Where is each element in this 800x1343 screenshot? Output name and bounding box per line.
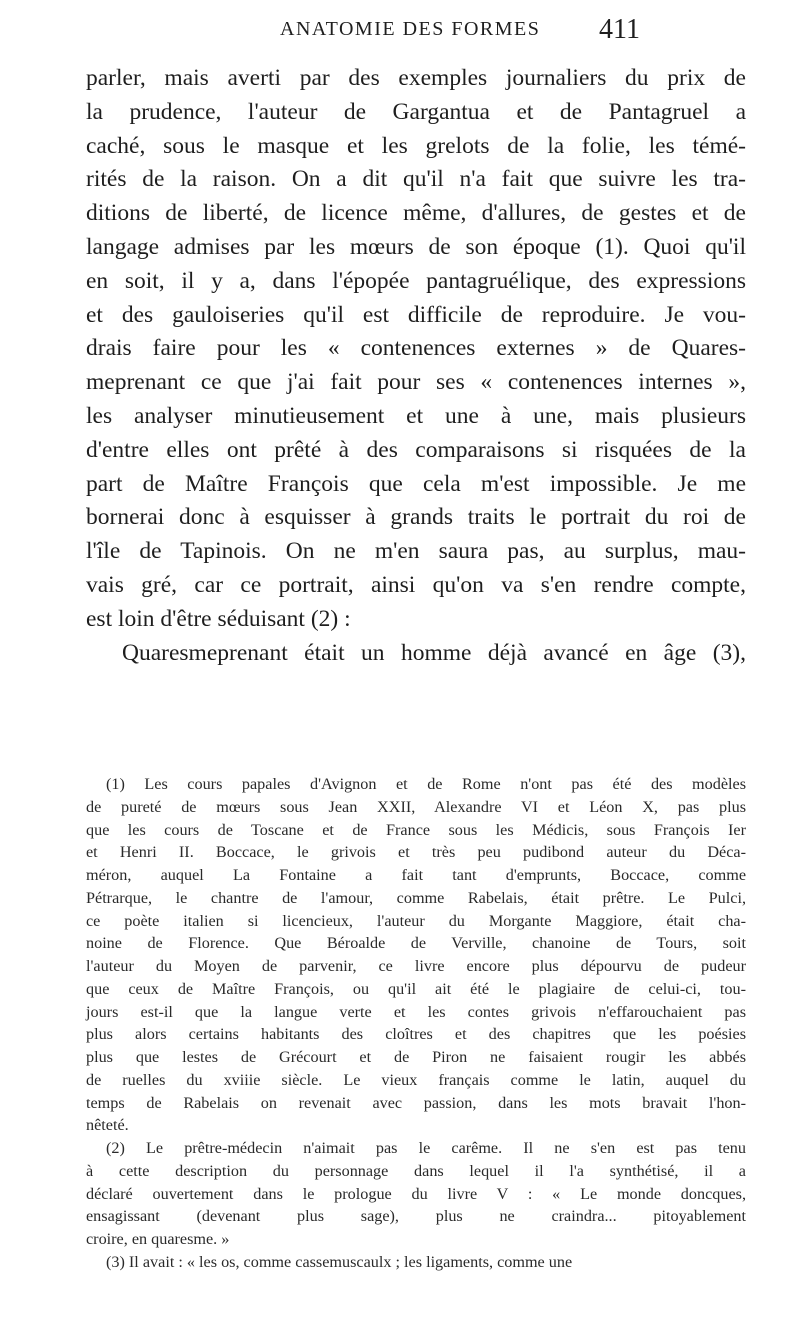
footnote-line: temps de Rabelais on revenait avec passion, dans les mots bravait l'hon-	[86, 1093, 746, 1112]
text-line: la prudence, l'auteur de Gargantua et de Pantagruel a	[86, 98, 746, 125]
footnote-line: jours est-il que la langue verte et les contes grivois n'effarouchaient pas	[86, 1002, 746, 1021]
footnote-line: de pureté de mœurs sous Jean XXII, Alexandre VI et Léon X, pas plus	[86, 797, 746, 816]
text-line: parler, mais averti par des exemples journaliers du prix de	[86, 65, 746, 91]
text-line: l'île de Tapinois. On ne m'en saura pas, au surplus, mau-	[86, 538, 746, 565]
text-line: langage admises par les mœurs de son époque (1). Quoi qu'il	[86, 233, 746, 260]
text-line: vais gré, car ce portrait, ainsi qu'on va s'en rendre compte,	[86, 571, 746, 598]
footnote-line: croire, en quaresme. »	[86, 1230, 230, 1248]
text-line: en soit, il y a, dans l'épopée pantagruélique, des expressions	[86, 267, 746, 294]
footnotes	[86, 773, 746, 1274]
text-line: d'entre elles ont prêté à des comparaisons si risquées de la	[86, 436, 746, 463]
text-line: ditions de liberté, de licence même, d'allures, de gestes et de	[86, 200, 746, 227]
footnote-line: ce poète italien si licencieux, l'auteur du Morgante Maggiore, était cha-	[86, 911, 746, 930]
footnote-line: Pétrarque, le chantre de l'amour, comme Rabelais, était prêtre. Le Pulci,	[86, 888, 746, 907]
footnote-line: ensagissant (devenant plus sage), plus ne craindra... pitoyablement	[86, 1207, 746, 1226]
text-line: les analyser minutieusement et une à une, mais plusieurs	[86, 402, 746, 429]
footnote-line: l'auteur du Moyen de parvenir, ce livre encore plus dépourvu de pudeur	[86, 957, 746, 975]
main-text	[86, 62, 746, 670]
page-number: 411	[599, 14, 640, 45]
footnote-line: nêteté.	[86, 1116, 129, 1135]
footnote-line: plus alors certains habitants des cloîtres et des chapitres que les poésies	[86, 1025, 746, 1044]
footnote-line: et Henri II. Boccace, le grivois et très peu pudibond auteur du Déca-	[86, 843, 746, 862]
text-line: bornerai donc à esquisser à grands traits le portrait du roi de	[86, 504, 746, 531]
text-line: part de Maître François que cela m'est impossible. Je me	[86, 470, 746, 497]
footnote-line: noine de Florence. Que Béroalde de Verville, chanoine de Tours, soit	[86, 934, 746, 953]
text-line: est loin d'être séduisant (2) :	[86, 605, 351, 632]
footnote-line: déclaré ouvertement dans le prologue du livre V : « Le monde doncques,	[86, 1184, 746, 1203]
footnote-line: de ruelles du xviiie siècle. Le vieux français comme le latin, auquel du	[86, 1070, 746, 1089]
text-line: caché, sous le masque et les grelots de la folie, les témé-	[86, 132, 746, 159]
footnote-line: (1) Les cours papales d'Avignon et de Rome n'ont pas été des modèles	[106, 775, 746, 793]
footnote-line: que ceux de Maître François, ou qu'il ait été le plagiaire de celui-ci, tou-	[86, 979, 746, 998]
running-head	[280, 14, 640, 54]
footnote-line: plus que lestes de Grécourt et de Piron ne faisaient rougir les abbés	[86, 1048, 746, 1066]
running-title: ANATOMIE DES FORMES	[280, 18, 541, 40]
text-line: Quaresmeprenant était un homme déjà avancé en âge (3),	[122, 639, 746, 666]
footnote-line: que les cours de Toscane et de France sous les Médicis, sous François Ier	[86, 820, 746, 839]
footnote-line: à cette description du personnage dans lequel il l'a synthétisé, il a	[86, 1161, 746, 1180]
text-line: drais faire pour les « contenences externes » de Quares-	[86, 335, 746, 362]
footnote-line: (2) Le prêtre-médecin n'aimait pas le carême. Il ne s'en est pas tenu	[106, 1139, 746, 1157]
footnote-line: méron, auquel La Fontaine a fait tant d'emprunts, Boccace, comme	[86, 866, 746, 884]
text-line: meprenant ce que j'ai fait pour ses « contenences internes »,	[86, 369, 746, 396]
text-line: et des gauloiseries qu'il est difficile de reproduire. Je vou-	[86, 301, 746, 328]
text-line: rités de la raison. On a dit qu'il n'a fait que suivre les tra-	[86, 166, 746, 193]
footnote-line: (3) Il avait : « les os, comme cassemuscaulx ; les ligaments, comme une	[106, 1252, 573, 1271]
